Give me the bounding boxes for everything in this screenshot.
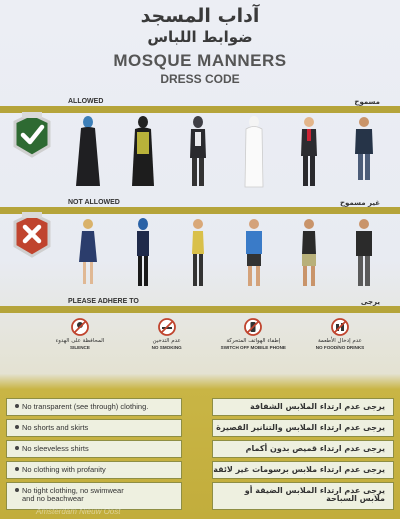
no-smoking-icon bbox=[158, 318, 176, 336]
subtitle-arabic: ضوابط اللباس bbox=[147, 28, 253, 46]
figure-jacket-hijab bbox=[180, 110, 216, 190]
allowed-label-arabic: مسموح bbox=[354, 98, 380, 106]
figure-tank-top bbox=[291, 212, 327, 292]
adhere-icons bbox=[40, 318, 380, 351]
adhere-item-mobile: إطفاء الهواتف المتحركة SWITCH OFF MOBILE PHONE bbox=[213, 318, 293, 351]
no-food-icon bbox=[331, 318, 349, 336]
figure-short-dress bbox=[70, 212, 106, 292]
figure-shorts-man bbox=[236, 212, 272, 292]
page-subtitle: DRESS CODE bbox=[160, 72, 240, 86]
adhere-label: PLEASE ADHERE TO bbox=[68, 298, 139, 305]
adhere-label-arabic: يرجى bbox=[360, 298, 380, 306]
list-item: No shorts and skirts يرجى عدم ارتداء الملابس والتنانير القصيرة bbox=[6, 419, 394, 437]
adhere-item-no-smoking: عدم التدخين NO SMOKING bbox=[127, 318, 207, 351]
figure-abaya-black bbox=[70, 110, 106, 190]
mobile-phone-icon bbox=[244, 318, 262, 336]
figure-tight-clothes bbox=[125, 212, 161, 292]
figure-kandura bbox=[236, 110, 272, 190]
not-allowed-figures bbox=[70, 212, 382, 292]
figure-suit bbox=[291, 110, 327, 190]
allowed-figures bbox=[70, 110, 382, 190]
page-title: MOSQUE MANNERS bbox=[113, 51, 287, 70]
figure-casual-man bbox=[346, 110, 382, 190]
not-allowed-label: NOT ALLOWED bbox=[68, 199, 120, 206]
allowed-label: ALLOWED bbox=[68, 98, 104, 105]
adhere-bar bbox=[0, 306, 400, 313]
cross-badge-icon bbox=[12, 212, 52, 258]
check-badge-icon bbox=[12, 112, 52, 158]
adhere-item-no-food: عدم إدخال الأطعمة NO FOOD/NO DRINKS bbox=[300, 318, 380, 351]
list-item: No sleeveless shirts يرجى عدم ارتداء قميص بدون أكمام bbox=[6, 440, 394, 458]
list-item: No transparent (see through) clothing. يرجى عدم ارتداء الملابس الشفافة bbox=[6, 398, 394, 416]
figure-sleeveless bbox=[180, 212, 216, 292]
adhere-item-silence: المحافظة على الهدوء SILENCE bbox=[40, 318, 120, 351]
silence-icon bbox=[71, 318, 89, 336]
rules-list bbox=[6, 398, 394, 510]
list-item: No tight clothing, no swimwear and no beachwear يرجى عدم ارتداء الملابس الضيقة أو ملابس السباحة bbox=[6, 482, 394, 510]
figure-profanity-shirt bbox=[346, 212, 382, 292]
title-arabic: آداب المسجد bbox=[140, 5, 260, 27]
figure-abaya-gold bbox=[125, 110, 161, 190]
not-allowed-label-arabic: غير مسموح bbox=[339, 199, 380, 207]
list-item: No clothing with profanity يرجى عدم ارتداء ملابس برسومات غير لائقة bbox=[6, 461, 394, 479]
watermark: Amsterdam Nieuw Oost bbox=[36, 507, 121, 516]
